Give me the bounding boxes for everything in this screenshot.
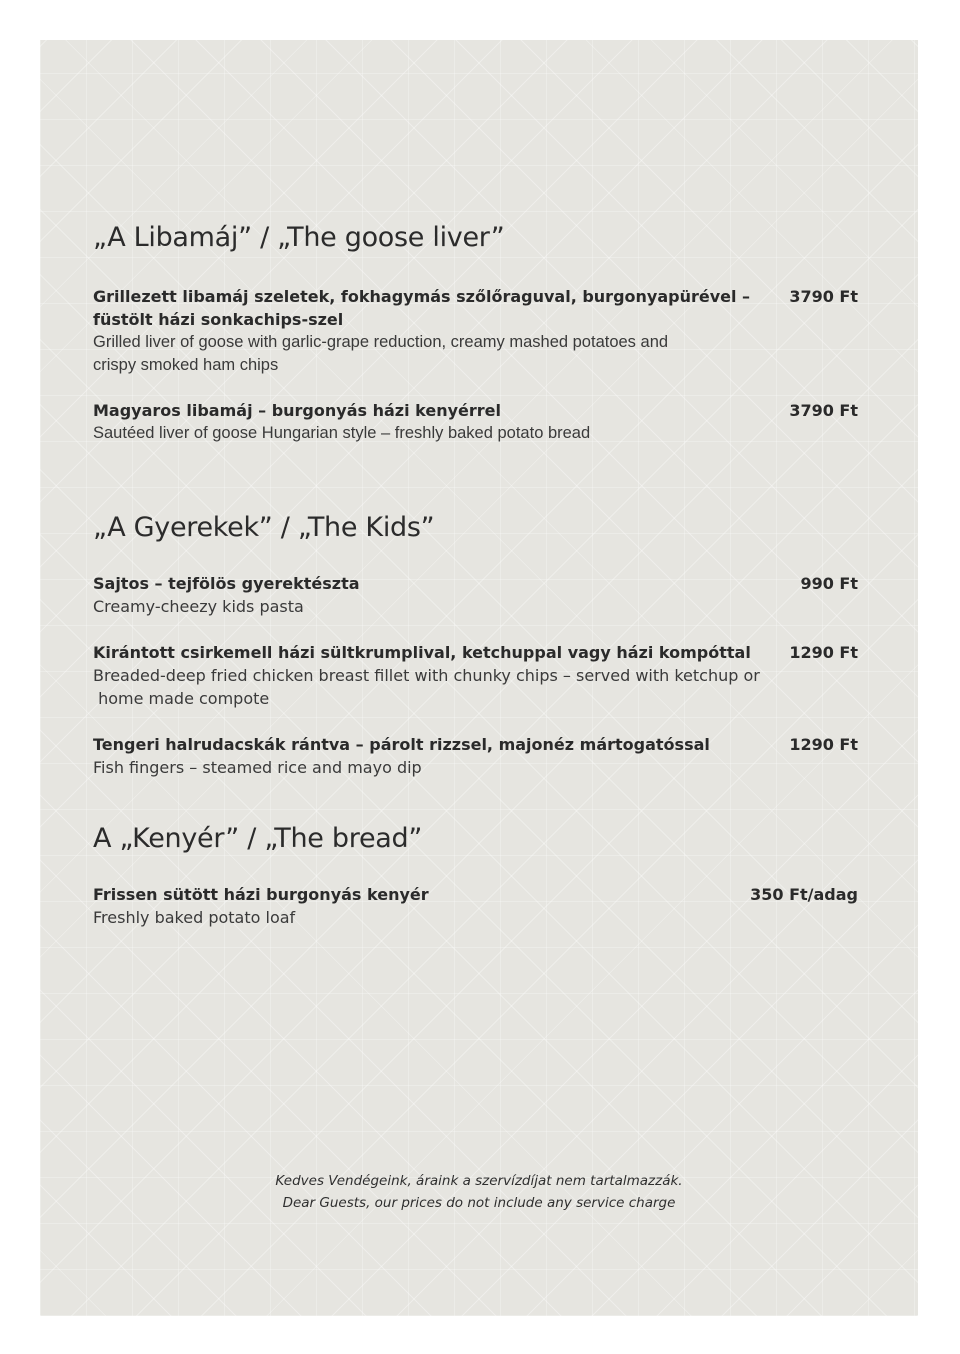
item-name-hu: Sajtos – tejfölös gyerektészta: [93, 574, 360, 593]
service-charge-notice: [40, 1170, 918, 1214]
item-name-hu-continued: füstölt házi sonkachips-szel: [93, 310, 344, 329]
item-price: 3790 Ft: [789, 401, 858, 420]
menu-item-potato-bread: [93, 883, 858, 929]
menu-item-description: [93, 285, 773, 377]
item-price: 1290 Ft: [789, 735, 858, 754]
menu-item-grilled-goose-liver: [93, 285, 858, 377]
menu-item-hungarian-goose-liver: [93, 399, 858, 445]
item-name-hu: Tengeri halrudacskák rántva – párolt rizzsel, majonéz mártogatóssal: [93, 735, 710, 754]
item-name-en-continued: crispy smoked ham chips: [93, 356, 279, 374]
section-title-kids: „A Gyerekek” / „The Kids”: [93, 512, 435, 543]
menu-item-fish-fingers: [93, 733, 858, 779]
item-name-en: Grilled liver of goose with garlic-grape reduction, creamy mashed potatoes and: [93, 333, 669, 351]
section-title-bread: A „Kenyér” / „The bread”: [93, 823, 423, 854]
menu-item-description: [93, 883, 773, 929]
item-price: 3790 Ft: [789, 287, 858, 306]
item-name-hu: Grillezett libamáj szeletek, fokhagymás szőlőraguval, burgonyapürével –: [93, 287, 751, 306]
item-name-en-continued: home made compote: [93, 689, 270, 708]
item-name-hu: Magyaros libamáj – burgonyás házi kenyérrel: [93, 401, 501, 420]
menu-page: [40, 40, 918, 1316]
item-name-hu: Kirántott csirkemell házi sültkrumplival, ketchuppal vagy házi kompóttal: [93, 643, 751, 662]
notice-line-hu: Kedves Vendégeink, áraink a szervízdíjat nem tartalmazzák.: [275, 1173, 683, 1189]
menu-item-description: [93, 641, 773, 710]
menu-item-kids-pasta: [93, 572, 858, 618]
item-name-en: Creamy-cheezy kids pasta: [93, 597, 304, 616]
item-price: 990 Ft: [800, 574, 858, 593]
item-name-en: Freshly baked potato loaf: [93, 908, 296, 927]
item-name-en: Fish fingers – steamed rice and mayo dip: [93, 758, 422, 777]
section-title-goose-liver: „A Libamáj” / „The goose liver”: [93, 222, 505, 253]
notice-line-en: Dear Guests, our prices do not include any service charge: [282, 1195, 676, 1211]
item-name-en: Sautéed liver of goose Hungarian style – freshly baked potato bread: [93, 424, 591, 442]
item-price: 350 Ft/adag: [750, 885, 858, 904]
menu-item-breaded-chicken: [93, 641, 858, 710]
item-price: 1290 Ft: [789, 643, 858, 662]
menu-item-description: [93, 733, 773, 779]
menu-item-description: [93, 572, 773, 618]
item-name-hu: Frissen sütött házi burgonyás kenyér: [93, 885, 429, 904]
item-name-en: Breaded-deep fried chicken breast fillet with chunky chips – served with ketchup or: [93, 666, 760, 685]
menu-item-description: [93, 399, 773, 445]
